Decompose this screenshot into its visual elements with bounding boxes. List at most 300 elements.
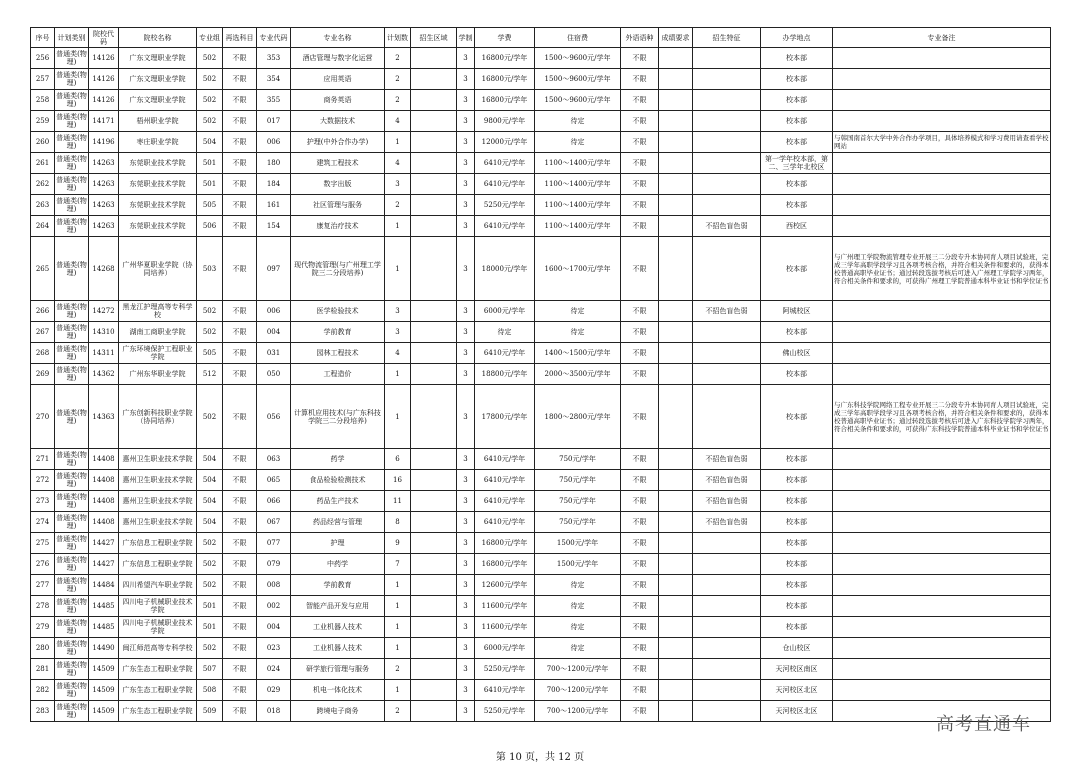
table-cell [659, 638, 693, 659]
table-cell: 354 [257, 69, 291, 90]
table-cell: 6410元/学年 [475, 343, 535, 364]
table-cell: 普通类(物理) [55, 90, 89, 111]
table-cell: 待定 [535, 596, 621, 617]
table-cell: 264 [31, 216, 55, 237]
table-cell [833, 364, 1051, 385]
table-cell: 普通类(物理) [55, 449, 89, 470]
table-cell: 不限 [223, 701, 257, 722]
table-cell: 269 [31, 364, 55, 385]
table-cell: 18800元/学年 [475, 364, 535, 385]
table-cell: 3 [457, 90, 475, 111]
table-cell: 待定 [535, 638, 621, 659]
table-cell: 仓山校区 [761, 638, 833, 659]
table-cell: 14408 [89, 512, 119, 533]
table-cell: 063 [257, 449, 291, 470]
table-cell [693, 111, 761, 132]
table-cell: 校本部 [761, 512, 833, 533]
table-cell: 惠州卫生职业技术学院 [119, 449, 197, 470]
table-cell [411, 638, 457, 659]
table-cell: 普通类(物理) [55, 301, 89, 322]
table-cell [411, 111, 457, 132]
table-cell: 广东生态工程职业学院 [119, 659, 197, 680]
table-cell [411, 69, 457, 90]
table-cell: 700～1200元/学年 [535, 659, 621, 680]
table-row [31, 364, 1051, 385]
table-cell: 077 [257, 533, 291, 554]
table-cell: 黑龙江护理高等专科学校 [119, 301, 197, 322]
table-cell: 惠州卫生职业技术学院 [119, 470, 197, 491]
table-cell [411, 153, 457, 174]
table-cell: 普通类(物理) [55, 364, 89, 385]
table-cell: 282 [31, 680, 55, 701]
table-cell: 普通类(物理) [55, 701, 89, 722]
table-cell: 普通类(物理) [55, 617, 89, 638]
table-cell [833, 491, 1051, 512]
table-cell: 266 [31, 301, 55, 322]
table-cell: 504 [197, 512, 223, 533]
table-cell: 1100～1400元/学年 [535, 153, 621, 174]
table-cell [659, 617, 693, 638]
table-cell: 502 [197, 90, 223, 111]
table-cell: 3 [457, 701, 475, 722]
table-cell: 不招色盲色弱 [693, 301, 761, 322]
table-cell: 护理 [291, 533, 385, 554]
table-cell: 普通类(物理) [55, 512, 89, 533]
table-cell: 普通类(物理) [55, 638, 89, 659]
table-cell [833, 638, 1051, 659]
table-cell [411, 512, 457, 533]
table-cell: 待定 [475, 322, 535, 343]
table-cell: 14126 [89, 48, 119, 69]
table-cell: 14408 [89, 491, 119, 512]
table-cell [659, 343, 693, 364]
table-cell: 校本部 [761, 237, 833, 301]
table-row [31, 701, 1051, 722]
table-cell: 天河校区南区 [761, 659, 833, 680]
table-cell: 6 [385, 449, 411, 470]
table-cell: 酒店管理与数字化运营 [291, 48, 385, 69]
table-cell: 与广州理工学院物流管理专业开展三二分段专升本协同育人项目试验班，完成三学年高职学段学习且各项考核合格，并符合相关条件和要求的，获得本校普通高职毕业证书；通过转段选拔考核后可进入广州理工学院学习两年，符合相关条件和要求的，可获得广州理工学院普通本科毕业证书和学位证书 [833, 237, 1051, 301]
table-cell [411, 575, 457, 596]
table-cell: 14126 [89, 69, 119, 90]
table-cell [659, 449, 693, 470]
table-row [31, 69, 1051, 90]
table-cell [833, 470, 1051, 491]
table-cell: 不限 [621, 617, 659, 638]
table-cell: 501 [197, 153, 223, 174]
table-cell: 校本部 [761, 364, 833, 385]
table-cell [411, 322, 457, 343]
table-cell [659, 554, 693, 575]
enrollment-table [30, 27, 1051, 722]
col-header: 计划数 [385, 28, 411, 48]
table-cell: 700～1200元/学年 [535, 701, 621, 722]
table-cell: 6410元/学年 [475, 680, 535, 701]
table-cell: 004 [257, 617, 291, 638]
table-cell [659, 322, 693, 343]
table-cell: 008 [257, 575, 291, 596]
table-cell: 不限 [223, 659, 257, 680]
table-cell: 161 [257, 195, 291, 216]
table-cell [693, 90, 761, 111]
table-cell: 1400～1500元/学年 [535, 343, 621, 364]
table-cell [659, 111, 693, 132]
table-cell: 不限 [223, 470, 257, 491]
table-cell: 佛山校区 [761, 343, 833, 364]
table-cell: 14484 [89, 575, 119, 596]
table-cell [693, 596, 761, 617]
table-cell: 502 [197, 322, 223, 343]
table-cell: 广东创新科技职业学院（协同培养） [119, 385, 197, 449]
table-cell: 14263 [89, 195, 119, 216]
table-cell: 不限 [223, 322, 257, 343]
table-cell: 广东环境保护工程职业学院 [119, 343, 197, 364]
table-cell: 不限 [223, 680, 257, 701]
table-cell: 校本部 [761, 69, 833, 90]
table-cell [659, 701, 693, 722]
table-cell: 不限 [223, 385, 257, 449]
table-cell: 1 [385, 680, 411, 701]
table-cell: 不限 [223, 575, 257, 596]
table-cell: 1500～9600元/学年 [535, 90, 621, 111]
table-cell: 不限 [223, 617, 257, 638]
table-row [31, 343, 1051, 364]
table-cell: 261 [31, 153, 55, 174]
table-cell: 066 [257, 491, 291, 512]
table-cell: 029 [257, 680, 291, 701]
table-cell: 1100～1400元/学年 [535, 174, 621, 195]
table-cell: 四川电子机械职业技术学院 [119, 617, 197, 638]
table-cell: 004 [257, 322, 291, 343]
table-cell: 计算机应用技术(与广东科技学院三二分段培养) [291, 385, 385, 449]
table-cell: 14490 [89, 638, 119, 659]
table-cell [833, 554, 1051, 575]
table-cell: 研学旅行管理与服务 [291, 659, 385, 680]
table-cell: 应用英语 [291, 69, 385, 90]
table-cell: 广州东华职业学院 [119, 364, 197, 385]
table-cell: 750元/学年 [535, 512, 621, 533]
table-cell: 东莞职业技术学院 [119, 216, 197, 237]
table-cell: 广东文理职业学院 [119, 69, 197, 90]
table-cell: 050 [257, 364, 291, 385]
table-cell: 750元/学年 [535, 449, 621, 470]
table-cell: 普通类(物理) [55, 216, 89, 237]
table-cell: 校本部 [761, 322, 833, 343]
table-row [31, 638, 1051, 659]
table-cell [411, 237, 457, 301]
table-row [31, 533, 1051, 554]
table-cell: 018 [257, 701, 291, 722]
table-cell: 2 [385, 48, 411, 69]
table-cell: 11600元/学年 [475, 617, 535, 638]
table-cell: 12000元/学年 [475, 132, 535, 153]
table-cell: 3 [457, 174, 475, 195]
col-header: 招生特征 [693, 28, 761, 48]
table-cell: 14485 [89, 596, 119, 617]
table-cell [411, 617, 457, 638]
table-cell: 四川希望汽车职业学院 [119, 575, 197, 596]
col-header: 专业组 [197, 28, 223, 48]
table-cell: 4 [385, 343, 411, 364]
table-cell: 药学 [291, 449, 385, 470]
table-cell: 康复治疗技术 [291, 216, 385, 237]
table-cell: 3 [457, 69, 475, 90]
table-cell [411, 364, 457, 385]
table-cell: 普通类(物理) [55, 174, 89, 195]
table-cell: 普通类(物理) [55, 385, 89, 449]
table-cell: 普通类(物理) [55, 596, 89, 617]
table-cell: 不限 [621, 701, 659, 722]
table-cell: 商务英语 [291, 90, 385, 111]
table-cell: 工程造价 [291, 364, 385, 385]
table-cell: 6410元/学年 [475, 216, 535, 237]
table-cell [693, 617, 761, 638]
table-cell [411, 554, 457, 575]
table-cell: 502 [197, 111, 223, 132]
table-cell: 14427 [89, 533, 119, 554]
table-cell: 不限 [621, 153, 659, 174]
page-footer: 第 10 页，共 12 页 [495, 752, 585, 763]
table-cell [693, 659, 761, 680]
table-cell: 不限 [621, 364, 659, 385]
table-cell: 1 [385, 364, 411, 385]
table-cell: 3 [385, 301, 411, 322]
table-cell: 14263 [89, 174, 119, 195]
table-cell: 工业机器人技术 [291, 638, 385, 659]
table-cell: 509 [197, 701, 223, 722]
table-cell: 不限 [621, 554, 659, 575]
table-cell [693, 153, 761, 174]
table-cell [693, 680, 761, 701]
table-cell: 260 [31, 132, 55, 153]
table-cell: 16 [385, 470, 411, 491]
watermark-logo: 高考直通车 [936, 714, 1031, 735]
table-cell: 不限 [223, 153, 257, 174]
table-cell: 6410元/学年 [475, 174, 535, 195]
table-cell: 502 [197, 533, 223, 554]
table-cell: 不限 [621, 638, 659, 659]
table-cell: 普通类(物理) [55, 533, 89, 554]
table-cell: 校本部 [761, 385, 833, 449]
table-cell: 17800元/学年 [475, 385, 535, 449]
table-cell: 不限 [223, 533, 257, 554]
table-cell: 不限 [223, 596, 257, 617]
table-cell: 271 [31, 449, 55, 470]
table-cell: 274 [31, 512, 55, 533]
table-cell: 普通类(物理) [55, 470, 89, 491]
table-cell: 普通类(物理) [55, 554, 89, 575]
table-cell [411, 216, 457, 237]
table-cell: 四川电子机械职业技术学院 [119, 596, 197, 617]
table-cell: 不限 [223, 554, 257, 575]
table-cell [833, 512, 1051, 533]
table-cell [833, 174, 1051, 195]
table-cell [693, 174, 761, 195]
table-cell: 园林工程技术 [291, 343, 385, 364]
table-cell: 校本部 [761, 533, 833, 554]
table-cell: 502 [197, 69, 223, 90]
table-cell [659, 69, 693, 90]
table-cell: 校本部 [761, 596, 833, 617]
table-row [31, 301, 1051, 322]
table-cell [693, 48, 761, 69]
table-cell: 3 [385, 174, 411, 195]
col-header: 学费 [475, 28, 535, 48]
table-row [31, 237, 1051, 301]
table-cell: 广东文理职业学院 [119, 90, 197, 111]
table-cell: 502 [197, 48, 223, 69]
table-cell: 056 [257, 385, 291, 449]
table-cell: 9 [385, 533, 411, 554]
col-header: 住宿费 [535, 28, 621, 48]
table-cell [833, 48, 1051, 69]
table-cell: 2 [385, 90, 411, 111]
table-cell: 023 [257, 638, 291, 659]
table-cell: 1100～1400元/学年 [535, 195, 621, 216]
table-cell [833, 90, 1051, 111]
table-cell: 5250元/学年 [475, 701, 535, 722]
table-cell: 1 [385, 132, 411, 153]
table-cell: 3 [457, 153, 475, 174]
col-header: 专业代码 [257, 28, 291, 48]
table-cell: 普通类(物理) [55, 153, 89, 174]
col-header: 专业名称 [291, 28, 385, 48]
table-cell: 普通类(物理) [55, 491, 89, 512]
table-cell: 3 [457, 132, 475, 153]
table-row [31, 195, 1051, 216]
table-cell: 3 [457, 512, 475, 533]
table-cell: 1 [385, 638, 411, 659]
table-cell: 184 [257, 174, 291, 195]
table-cell: 4 [385, 111, 411, 132]
table-cell: 031 [257, 343, 291, 364]
table-cell: 097 [257, 237, 291, 301]
table-cell: 079 [257, 554, 291, 575]
table-cell: 12600元/学年 [475, 575, 535, 596]
table-cell: 校本部 [761, 617, 833, 638]
table-cell: 1500元/学年 [535, 554, 621, 575]
table-cell: 普通类(物理) [55, 575, 89, 596]
table-cell: 待定 [535, 111, 621, 132]
table-cell: 工业机器人技术 [291, 617, 385, 638]
table-cell: 不限 [223, 90, 257, 111]
table-cell: 普通类(物理) [55, 237, 89, 301]
table-cell: 惠州卫生职业技术学院 [119, 512, 197, 533]
table-cell: 阿城校区 [761, 301, 833, 322]
table-cell: 医学检验技术 [291, 301, 385, 322]
table-cell: 272 [31, 470, 55, 491]
table-cell: 750元/学年 [535, 470, 621, 491]
table-cell: 18000元/学年 [475, 237, 535, 301]
table-cell: 不限 [621, 48, 659, 69]
table-cell [659, 364, 693, 385]
table-cell: 9800元/学年 [475, 111, 535, 132]
col-header: 院校代码 [89, 28, 119, 48]
col-header: 计划类别 [55, 28, 89, 48]
table-cell: 不限 [621, 301, 659, 322]
table-cell: 505 [197, 343, 223, 364]
table-cell [833, 153, 1051, 174]
table-cell: 现代物流管理(与广州理工学院三二分段培养) [291, 237, 385, 301]
table-cell: 6410元/学年 [475, 491, 535, 512]
table-cell: 食品检验检测技术 [291, 470, 385, 491]
table-cell [833, 680, 1051, 701]
table-cell: 065 [257, 470, 291, 491]
table-cell: 14272 [89, 301, 119, 322]
table-cell [693, 132, 761, 153]
col-header: 序号 [31, 28, 55, 48]
table-cell: 学前教育 [291, 322, 385, 343]
table-cell [411, 701, 457, 722]
table-cell: 506 [197, 216, 223, 237]
table-row [31, 680, 1051, 701]
table-cell: 校本部 [761, 554, 833, 575]
table-cell: 2 [385, 659, 411, 680]
table-cell: 501 [197, 174, 223, 195]
table-cell: 东莞职业技术学院 [119, 174, 197, 195]
table-cell: 校本部 [761, 195, 833, 216]
table-cell: 不限 [621, 575, 659, 596]
table-cell: 学前教育 [291, 575, 385, 596]
table-cell: 不限 [223, 237, 257, 301]
table-cell [411, 385, 457, 449]
table-cell [411, 195, 457, 216]
table-cell: 普通类(物理) [55, 322, 89, 343]
table-cell: 普通类(物理) [55, 680, 89, 701]
table-cell: 024 [257, 659, 291, 680]
table-cell: 503 [197, 237, 223, 301]
table-row [31, 470, 1051, 491]
table-cell: 不招色盲色弱 [693, 512, 761, 533]
table-cell: 普通类(物理) [55, 48, 89, 69]
table-cell: 3 [457, 470, 475, 491]
table-cell [659, 132, 693, 153]
table-cell [411, 596, 457, 617]
table-cell: 药品经营与管理 [291, 512, 385, 533]
table-cell [693, 533, 761, 554]
table-cell: 502 [197, 385, 223, 449]
table-cell: 不招色盲色弱 [693, 491, 761, 512]
table-cell: 1500～9600元/学年 [535, 69, 621, 90]
header-row [31, 28, 1051, 48]
table-cell: 1 [385, 596, 411, 617]
table-cell: 504 [197, 491, 223, 512]
table-cell: 广东信息工程职业学院 [119, 554, 197, 575]
table-cell: 353 [257, 48, 291, 69]
table-cell: 507 [197, 659, 223, 680]
table-cell: 280 [31, 638, 55, 659]
table-cell: 277 [31, 575, 55, 596]
table-cell: 504 [197, 449, 223, 470]
table-cell: 505 [197, 195, 223, 216]
table-cell: 不招色盲色弱 [693, 216, 761, 237]
table-cell [659, 596, 693, 617]
table-cell [411, 343, 457, 364]
table-cell: 不限 [223, 491, 257, 512]
table-cell [833, 111, 1051, 132]
table-cell: 3 [457, 617, 475, 638]
table-row [31, 659, 1051, 680]
table-cell: 14311 [89, 343, 119, 364]
table-cell: 校本部 [761, 491, 833, 512]
table-cell: 14509 [89, 680, 119, 701]
table-cell: 1600～1700元/学年 [535, 237, 621, 301]
table-cell: 14171 [89, 111, 119, 132]
table-cell: 1 [385, 216, 411, 237]
table-cell: 不限 [223, 69, 257, 90]
table-cell: 不限 [621, 195, 659, 216]
table-cell: 普通类(物理) [55, 69, 89, 90]
